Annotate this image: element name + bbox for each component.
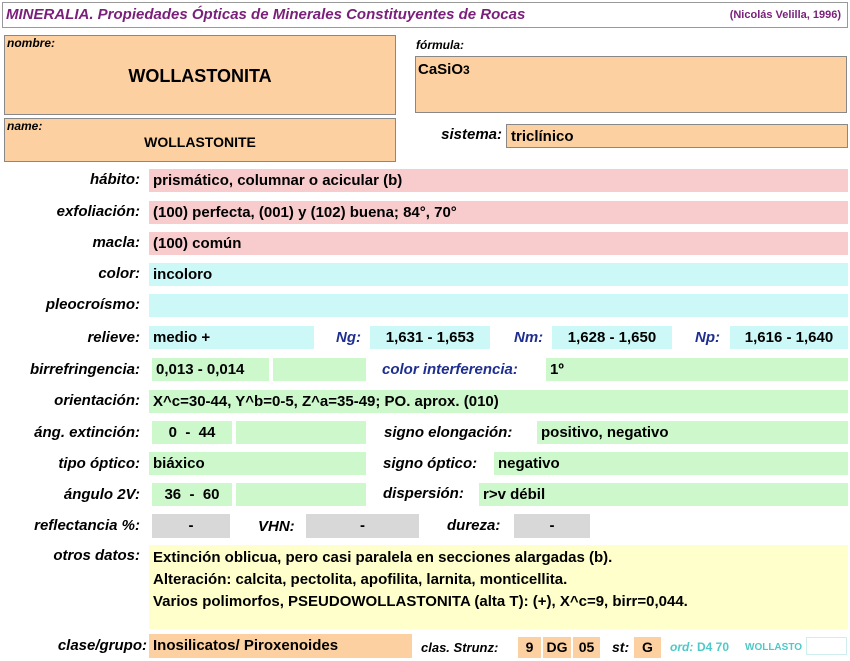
birrefringencia-value: 0,013 - 0,014: [152, 358, 269, 381]
sistema-label: sistema:: [441, 126, 502, 143]
formula-label: fórmula:: [416, 38, 464, 52]
dureza-label: dureza:: [447, 517, 501, 534]
formula-base: CaSiO: [418, 61, 464, 78]
strunz-division: DG: [543, 637, 571, 658]
signo-optico-value: negativo: [494, 452, 848, 475]
nm-label: Nm:: [514, 329, 544, 346]
nombre-label: nombre:: [7, 36, 55, 50]
orientacion-value: X^c=30-44, Y^b=0-5, Z^a=35-49; PO. aprox. (010): [149, 390, 848, 413]
nm-value: 1,628 - 1,650: [552, 326, 672, 349]
formula-sub: 3: [463, 63, 470, 77]
np-label: Np:: [695, 329, 720, 346]
otros-datos-line-2: Alteración: calcita, pectolita, apofilita, larnita, monticellita.: [153, 571, 568, 588]
vhn-value: -: [306, 514, 419, 538]
birrefringencia-label: birrefringencia:: [29, 361, 140, 378]
birrefringencia-extra: [273, 358, 366, 381]
orientacion-label: orientación:: [54, 392, 140, 409]
macla-value: (100) común: [149, 232, 848, 255]
name-box: [4, 118, 396, 162]
elongacion-label: signo elongación:: [384, 424, 513, 441]
relieve-value: medio +: [149, 326, 314, 349]
vhn-label: VHN:: [258, 518, 295, 535]
nombre-box: [4, 35, 396, 115]
color-interferencia-value: 1º: [546, 358, 848, 381]
name-label: name:: [7, 119, 43, 133]
habito-label: hábito:: [90, 171, 140, 188]
otros-datos-line-1: Extinción oblicua, pero casi paralela en secciones alargadas (b).: [153, 549, 613, 566]
otros-datos-label: otros datos:: [53, 547, 140, 564]
st-value: G: [634, 637, 661, 658]
reflectancia-value: -: [152, 514, 230, 538]
pleocroismo-value: [149, 294, 848, 317]
otros-datos-line-3: Varios polimorfos, PSEUDOWOLLASTONITA (alta T): (+), X^c=9, birr=0,044.: [153, 593, 688, 610]
name-value: WOLLASTONITE: [144, 134, 256, 150]
reflectancia-label: reflectancia %:: [34, 517, 140, 534]
strunz-label: clas. Strunz:: [421, 640, 499, 655]
ord-value: D4 70: [697, 640, 730, 654]
clase-grupo-label: clase/grupo:: [57, 637, 147, 654]
st-label: st:: [612, 639, 630, 655]
formula-box: [415, 56, 847, 113]
page-title: MINERALIA. Propiedades Ópticas de Minerales Constituyentes de Rocas: [6, 6, 526, 23]
angulo-2v-value: 36 - 60: [152, 483, 232, 506]
header-bar: [2, 2, 848, 28]
dispersion-label: dispersión:: [383, 485, 464, 502]
formula-value: [418, 61, 470, 78]
sistema-value: triclínico: [506, 124, 848, 148]
pleocroismo-label: pleocroísmo:: [45, 296, 140, 313]
extincion-value: 0 - 44: [152, 421, 232, 444]
otros-datos-box: [149, 545, 848, 629]
habito-value: prismático, columnar o acicular (b): [149, 169, 848, 192]
color-interferencia-label: color interferencia:: [382, 361, 518, 378]
tipo-optico-value: biáxico: [149, 452, 366, 475]
code-box: [806, 637, 847, 655]
macla-label: macla:: [92, 234, 140, 251]
strunz-group: 05: [573, 637, 600, 658]
dispersion-value: r>v débil: [479, 483, 848, 506]
code-label: WOLLASTO: [745, 642, 803, 653]
angulo-2v-label: ángulo 2V:: [63, 486, 140, 503]
ord-label: ord:: [670, 640, 694, 654]
np-value: 1,616 - 1,640: [730, 326, 848, 349]
nombre-value: WOLLASTONITA: [128, 66, 272, 86]
relieve-label: relieve:: [87, 329, 140, 346]
strunz-class: 9: [518, 637, 541, 658]
angulo-2v-extra: [236, 483, 366, 506]
ng-label: Ng:: [336, 329, 361, 346]
clase-grupo-value: Inosilicatos/ Piroxenoides: [149, 634, 412, 658]
extincion-extra: [236, 421, 366, 444]
ng-value: 1,631 - 1,653: [370, 326, 490, 349]
signo-optico-label: signo óptico:: [383, 455, 478, 472]
tipo-optico-label: tipo óptico:: [58, 455, 140, 472]
dureza-value: -: [514, 514, 590, 538]
credit: (Nicolás Velilla, 1996): [729, 9, 841, 21]
extincion-label: áng. extinción:: [34, 424, 140, 441]
elongacion-value: positivo, negativo: [537, 421, 848, 444]
color-label: color:: [98, 265, 140, 282]
exfoliacion-label: exfoliación:: [56, 203, 140, 220]
exfoliacion-value: (100) perfecta, (001) y (102) buena; 84°, 70°: [149, 201, 848, 224]
color-value: incoloro: [149, 263, 848, 286]
